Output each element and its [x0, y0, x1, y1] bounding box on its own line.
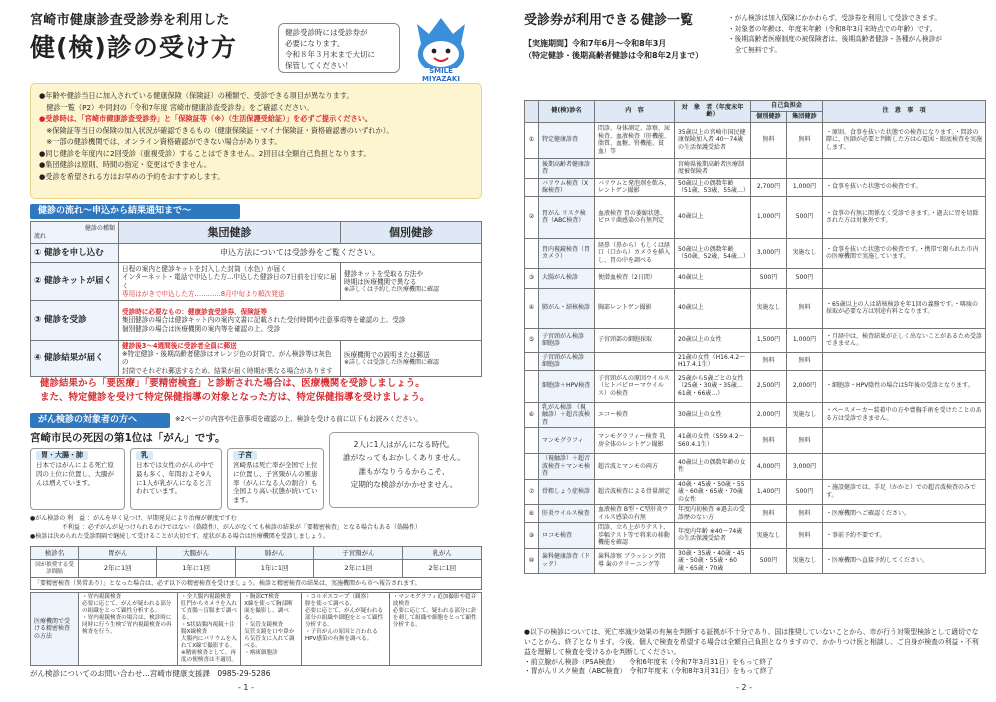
list-title: 受診券が利用できる健診一覧 — [524, 13, 694, 28]
table-row: （視触診）＋超音波検査＋マンモ検査 超音波とマンモの両方 40歳以上の偶数年齢の女性 4,000円 3,000円 — [525, 454, 986, 480]
interval-table: 検診名 胃がん 大腸がん 肺がん 子宮頸がん 乳がん 国が推奨する受診間隔 2年に1回 1年に1回 1年に1回 2年に1回 2年に1回 「要精密検査（異常あり）」となった場合は、必ず以下の精密検査を受けましょう。検診と精密検査の結果は、実施機関から市へ報告されます。 — [30, 546, 482, 590]
cancer-callout: 2人に1人はがんになる時代。 誰がなってもおかしくありません。 誰もがなりうるからこそ、 定期的な検診がかかせません。 — [329, 432, 479, 508]
cause-card-stomach: 胃・大腸・肺 日本ではがんによる死亡原因の上位に位置し、大腸がんは増えています。 — [30, 448, 125, 510]
group-header: 集団健診 — [119, 222, 341, 244]
table-row: マンモグラフィ マンモグラフィー検査 乳房全体のレントゲン撮影 41歳の女性（S59.4.2〜S60.4.1生） 無料 無料 — [525, 428, 986, 454]
table-row: ⑩ 歯科健康診査（ドック） 歯科診察 ブラッシング指導 歯のクリーニング等 30歳・35歳・40歳・45歳・50歳・55歳・60歳・65歳・70歳 500円 実施なし ・医療機関へ直接予約してください。 — [525, 548, 986, 574]
contact-line: がん検診についてのお問い合わせ…宮崎市健康支援課 0985-29-5286 — [30, 669, 271, 678]
speech-bubble: 健診受診時には受診券が 必要になります。 令和８年３月末まで大切に 保管してください！ — [278, 23, 400, 73]
table-row: バリウム検査（X線検査） バリウムと発泡剤を飲み、レントゲン撮影 50歳以上の偶数年齢（51歳、53歳、55歳…） 2,700円 1,000円 ・食事を抜いた状態での検査です。 — [525, 178, 986, 196]
methods-table: 医療機関で受ける精密検査の方法 ・胃内視鏡検査 必要に応じて、がんが疑われる部分の組織をとって顕性分析する。 ・胃内視鏡検査の場合は、検診時に同時に行う生検で胃内視鏡検査の再検査を行う。 ・全大腸内視鏡検査 肛門からカメラを入れて直腸〜盲腸まで調べる。 ・S状結腸内視鏡＋注腸X線検査 大腸内にバリウムを入れてX線で撮影する。 ※精密検査として、再度の便検査は不適切。 ・胸部CT検査 X線を使って胸部断面を撮影し、調べる。 ・気管支鏡検査 気管支鏡を口や鼻から気管支に入れて調べる。 ・喀痰細胞診 ・コルポスコープ（観察） 膣を使って調べる。 必要に応じて、がんが疑われる部分の組織や細胞をとって顕性分析する。 ・子宮がんの原因と言われるHPV感染の有無を調べる。 ・マンモグラフィ追加撮影や超音波検査 必要に応じて、疑われる部分に針を刺して組織や細胞をとって顕性分析する。 — [30, 592, 482, 666]
step-4: ④ 健診結果が届く — [31, 341, 119, 377]
flow-section-title: 健診の流れ〜申込から結果通知まで〜 — [30, 204, 240, 219]
table-row: 子宮頸がん検診 細胞診 21歳の女性（H16.4.2〜H17.4.1生） 無料 無料 — [525, 352, 986, 370]
page-number-2: - 2 - — [736, 683, 752, 692]
indiv-header: 個別健診 — [341, 222, 482, 244]
table-row: ⑤ 子宮頸がん検診 細胞診 子宮頸部の細胞採取 20歳以上の女性 1,500円 1,000円 ・月経中は、検査結果が正しく出ないことがあるため受診できません。 — [525, 328, 986, 352]
table-row: ① 特定健康診査 問診、身体測定、診察、尿検査、血液検査（肝機能、脂質、血糖、腎機能、貧血）等 35歳以上の宮崎市国民健康保険加入者 40〜74歳の生活保護受給者 無料 無料 ・原則、食事を抜いた状態での検査になります。・問診の際に、医師が必要と判断した方は心電図・眼底検査を実施します。 — [525, 122, 986, 158]
table-row: ⑨ ロコモ検査 問診、立ち上がりテスト、歩幅テスト等で将来の移動機能を確認 年度内年齢 ※40〜74歳の生活保護受給者 実施なし 無料 ・事前予約不要です。 — [525, 523, 986, 549]
footer-notes: ●以下の検診については、死亡率減少効果の有無を判断する証拠が不十分であり、国は推奨していないことから、市が行う対策型検診として適切でないことから、終了となります。今後、個人で検査を希望する場合は全額自己負担となりますので、かかりつけ医と相談し、ご自身が検査の利益・不利益を理解して検査を受けるかを判断してください。 ・前立腺がん検診（PSA検査） 令和6年度末（令和7年3月31日）をもって終了 ・胃がんリスク検査（ABC検査） 令和7年度末（令和8年3月31日）をもって終了 — [524, 628, 979, 676]
page-2 — [498, 0, 996, 702]
death-cause-heading: 宮崎市民の死因の第1位は「がん」です。 — [30, 432, 226, 444]
table-row: ⑦ 骨粗しょう症検診 超音波検査による骨量測定 40歳・45歳・50歳・55歳・60歳・65歳・70歳の女性 1,400円 500円 ・施設健診では、手足（かかと）での超音波検査のみです。 — [525, 479, 986, 505]
table-row: 胃内視鏡検査（胃カメラ） 経鼻（鼻から）もしくは経口（口から）カメラを挿入し、胃の中を調べる 50歳以上の偶数年齢（50歳、52歳、54歳…） 3,000円 実施なし ・食事を抜いた状態での検査です。・携帯で限られた市内の医療機関で実施しています。 — [525, 238, 986, 268]
step-3: ③ 健診を受診 — [31, 301, 119, 341]
table-row: ④ 肺がん・結核検診 胸部レントゲン撮影 40歳以上 実施なし 無料 ・65歳以上の人は結核検診を年1回の義務です。・喀痰の採取が必要な方は別途有料となります。 — [525, 288, 986, 328]
cancer-section-title: がん検診の対象者の方へ — [30, 413, 170, 428]
header-notes: ・がん検診は加入保険にかかわらず、受診券を利用して受診できます。 ・対象者の年齢は、年度末年齢（令和8年3月末時点での年齢）です。 ・後期高齢者医療制度の被保険者は、後期高齢者健診・各種がん検診が 全て無料です。 — [728, 14, 942, 55]
notice-box: ●年齢や健診当日に加入されている健康保険（保険証）の種類で、受診できる項目が異なります。 健診一覧（P2）や同封の「令和7年度 宮崎市健康診査受診券」をご確認ください。 ●受診時は、「宮崎市健康診査受診券」と「保険証等（※）（生活保護受給証）」を必ずご提示ください。 ※保険証等当日の保険の加入状況が確認できるもの（健康保険証・マイナ保険証・資格確認書のいずれか）。 ※一部の健診機関では、オンライン資格確認ができない場合があります。 ●同じ健診を年度内に2回受診（重複受診）することはできません。2回目は全額自己負担となります。 ●集団健診は原則、時間の指定・変更はできません。 ●受診を希望される方はお早めの予約をおすすめします。 — [30, 83, 482, 199]
checkup-table: 健(検)診名 内 容 対 象 者（年度末年齢） 自己負担金 注 意 事 項 個別健診 集団健診 ① 特定健康診査 問診、身体測定、診察、尿検査、血液検査（肝機能、脂質、血糖、腎機能、貧血）等 35歳以上の宮崎市国民健康保険加入者 40〜74歳の生活保護受給者 無料 無料 ・原則、食事を抜いた状態での検査になります。・問診の際に、医師が必要と判断した方は心電図・眼底検査を実施します。 後期高齢者健康診査 宮崎県後期高齢者医療制度被保険者 バリウム検査（X線検査） バリウムと発泡剤を飲み、レントゲン撮影 50歳以上の偶数年齢（51歳、53歳、55歳…） 2,700円 1,000円 ・食事を抜いた状態での検査です。 ② 胃がん リスク検査（ABC検査） 血液検査 胃の萎縮状態、ピロリ菌感染の有無判定 40歳以上 1,000円 500円 ・食事の有無に関係なく受診できます。・過去に胃を切除された方は対象外です。 胃内視鏡検査（胃カメラ） 経鼻（鼻から）もしくは経口（口から）カメラを挿入し、胃の中を調べる 50歳以上の偶数年齢（50歳、52歳、54歳…） 3,000円 実施なし ・食事を抜いた状態での検査です。・携帯で限られた市内の医療機関で実施しています。 ③ 大腸がん検診 便潜血検査（2日間） 40歳以上 500円 500円 ④ 肺がん・結核検診 胸部レントゲン撮影 40歳以上 実施なし 無料 ・65歳以上の人は結核検診を年1回の義務です。・喀痰の採取が必要な方は別途有料となります。 ⑤ 子宮頸がん検診 細胞診 子宮頸部の細胞採取 20歳以上の女性 1,500円 1,000円 ・月経中は、検査結果が正しく出ないことがあるため受診できません。 子宮頸がん検診 細胞診 21歳の女性（H16.4.2〜H17.4.1生） 無料 無料 細胞診＋HPV検査 子宮頸がんの原因ウイルス（ヒトパピローマウイルス）の検査 25歳から5歳ごとの女性 （25歳・30歳・35歳…61歳・66歳…） 2,500円 2,000円 ・細胞診・HPV陰性の場合は5年後の受診となります。 ⑥ 乳がん検診 （視触診）＋超音波検査 エコー検査 30歳以上の女性 2,000円 実施なし ・ペースメーカー装着中の方や豊胸手術を受けたことのある方は受診できません。 マンモグラフィ マンモグラフィー検査 乳房全体のレントゲン撮影 41歳の女性（S59.4.2〜S60.4.1生） 無料 無料 （視触診）＋超音波検査＋マンモ検査 超音波とマンモの両方 40歳以上の偶数年齢の女性 4,000円 3,000円 ⑦ 骨粗しょう症検診 超音波検査による骨量測定 40歳・45歳・50歳・55歳・60歳・65歳・70歳の女性 1,400円 500円 ・施設健診では、手足（かかと）での超音波検査のみです。 ⑧ 肝炎ウイルス検査 血液検査 B型・C型肝炎ウイルス感染の有無 年度内初検査 ※過去の受診歴のない方 無料 無料 ・医療機関へご確認ください。 ⑨ ロコモ検査 問診、立ち上がりテスト、歩幅テスト等で将来の移動機能を確認 年度内年齢 ※40〜74歳の生活保護受給者 実施なし 無料 ・事前予約不要です。 ⑩ 歯科健康診査（ドック） 歯科診察 ブラッシング指導 歯のクリーニング等 30歳・35歳・40歳・45歳・50歳・55歳・60歳・65歳・70歳 500円 実施なし ・医療機関へ直接予約してください。 — [524, 100, 986, 574]
subtitle: 宮崎市健康診査受診券を利用した — [30, 13, 230, 28]
main-title: 健(検)診の受け方 — [30, 33, 237, 62]
page-number-1: - 1 - — [238, 683, 254, 692]
flow-table: 健診の種類 流れ 集団健診 個別健診 ① 健診を申し込む 申込方法については受診券をご覧ください。 ② 健診キットが届く 日程の案内と健診キットを封入した封筒（水色）が届く インターネット・電話で申込した方…申込した健診日の7日前を目安に届く 専用はがきで申込した方…………8月中旬より順次発送 健診キットを受取る方法や 時期は医療機関で異なる ※詳しくは予約した医療機関に確認 ③ 健診を受診 受診時に必要なもの：健康診査受診券、保険証等 集団健診の場合は健診キット内の案内文書に記載された受付時間や注意事項等を確認の上、受診 個別健診の場合は医療機関の案内等を確認の上、受診 ④ 健診結果が届く 健診後3〜4週間後に受診者全員に郵送 ※特定健診・後期高齢者健診はオレンジ色の封筒で、がん検診等は灰色の 封筒でそれぞれ郵送するため、結果が届く時期が異なる場合があります 医療機関での説明または郵送 ※詳しくは受診した医療機関に確認 — [30, 221, 482, 377]
logo-text: SMILE MIYAZAKI — [422, 67, 460, 83]
table-row: ③ 大腸がん検診 便潜血検査（2日間） 40歳以上 500円 500円 — [525, 268, 986, 288]
step-2: ② 健診キットが届く — [31, 263, 119, 301]
table-row: 後期高齢者健康診査 宮崎県後期高齢者医療制度被保険者 — [525, 158, 986, 178]
table-row: 細胞診＋HPV検査 子宮頸がんの原因ウイルス（ヒトパピローマウイルス）の検査 25歳から5歳ごとの女性 （25歳・30歳・35歳…61歳・66歳…） 2,500円 2,000円 ・細胞診・HPV陰性の場合は5年後の受診となります。 — [525, 370, 986, 402]
merit-text: ●がん検診の 利 益 ：がんを早く見つけ、早期発見により治療が軽度ですむ 不利益 ：必ずがんが見つけられるわけではない（偽陰性）、がんがなくても検診の結果が「要精密検査」となる場合もある（偽陽性） ●検診は決められた受診間隔で継続して受けることが大切です。症状がある場合は医療機関を受診しましょう。 — [30, 515, 421, 540]
step-1: ① 健診を申し込む — [31, 244, 119, 263]
cause-card-breast: 乳 日本では女性のがんの中で最も多く、年間およそ9人に1人が乳がんになると言われています。 — [130, 448, 222, 510]
table-row: ② 胃がん リスク検査（ABC検査） 血液検査 胃の萎縮状態、ピロリ菌感染の有無判定 40歳以上 1,000円 500円 ・食事の有無に関係なく受診できます。・過去に胃を切除された方は対象外です。 — [525, 196, 986, 238]
result-warning: 健診結果から「要医療」「要精密検査」と診断された場合は、医療機関を受診しましょう。 また、特定健診を受けて特定保健指導の対象となった方は、特定保健指導を受けましょう。 — [40, 378, 430, 403]
period: 【実施期間】令和7年6月〜令和8年3月 （特定健診・後期高齢者健診は令和8年2月まで） — [524, 39, 704, 60]
cause-card-uterus: 子宮 宮崎県は死亡率が全国で上位に位置し、子宮頸がんの罹患率（がんになる人の割合）も全国より高い状態が続いています。 — [227, 448, 324, 510]
table-row: ⑥ 乳がん検診 （視触診）＋超音波検査 エコー検査 30歳以上の女性 2,000円 実施なし ・ペースメーカー装着中の方や豊胸手術を受けたことのある方は受診できません。 — [525, 402, 986, 428]
cancer-note: ※2ページの内容や注意事項を確認の上、検診を受ける前に以下もお読みください。 — [175, 415, 422, 423]
table-row: ⑧ 肝炎ウイルス検査 血液検査 B型・C型肝炎ウイルス感染の有無 年度内初検査 ※過去の受診歴のない方 無料 無料 ・医療機関へご確認ください。 — [525, 505, 986, 523]
